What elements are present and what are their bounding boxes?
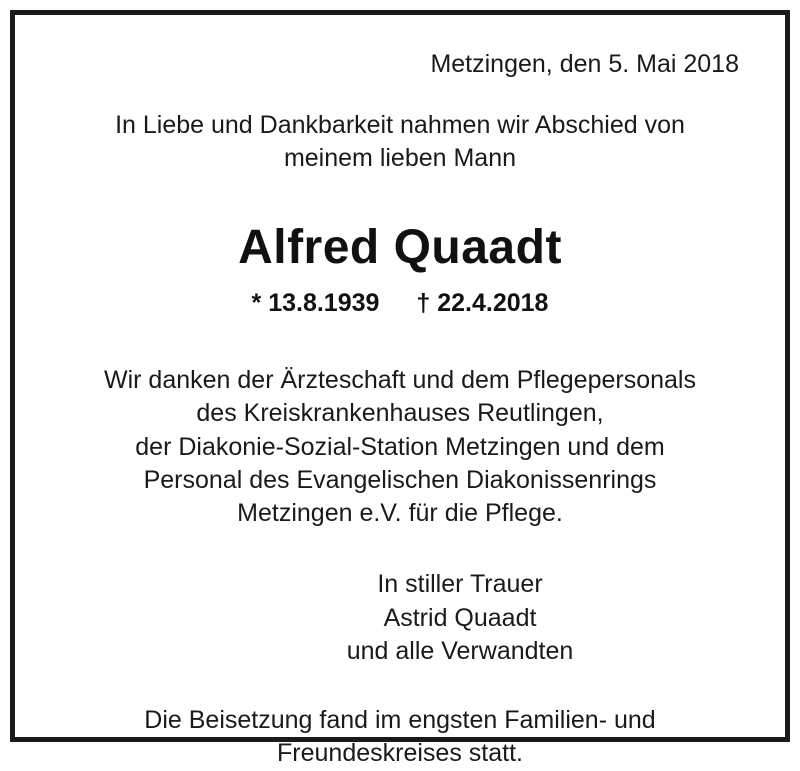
deceased-name: Alfred Quaadt [238, 221, 562, 274]
funeral-line-2: Freundeskreises statt. [277, 739, 523, 768]
death-date: † 22.4.2018 [416, 289, 549, 317]
notice-border-frame [10, 10, 790, 768]
mourners-line-3: und alle Verwandten [346, 636, 574, 665]
mourners-line-1: In stiller Trauer [377, 570, 543, 599]
thanks-text [49, 364, 751, 530]
funeral-line-1: Die Beisetzung fand im engsten Familien- und [144, 706, 656, 734]
place-and-date: Metzingen, den 5. Mai 2018 [430, 50, 739, 78]
thanks-line-1: Wir danken der Ärzteschaft und dem Pflegepersonals [104, 366, 696, 394]
funeral-text [49, 704, 751, 771]
intro-line-1: In Liebe und Dankbarkeit nahmen wir Abschied von [115, 111, 685, 139]
thanks-line-2: des Kreiskrankenhauses Reutlingen, [196, 399, 604, 428]
birth-date: * 13.8.1939 [251, 289, 380, 317]
thanks-line-4: Personal des Evangelischen Diakonissenrings [143, 465, 657, 494]
intro-line-2: meinem lieben Mann [283, 144, 517, 172]
mourners-line-2: Astrid Quaadt [383, 603, 537, 632]
life-dates [49, 289, 751, 318]
intro-text [49, 109, 751, 175]
thanks-line-3: der Diakonie-Sozial-Station Metzingen und dem [135, 432, 665, 461]
thanks-line-5: Metzingen e.V. für die Pflege. [237, 499, 563, 527]
mourners-text [169, 568, 751, 668]
